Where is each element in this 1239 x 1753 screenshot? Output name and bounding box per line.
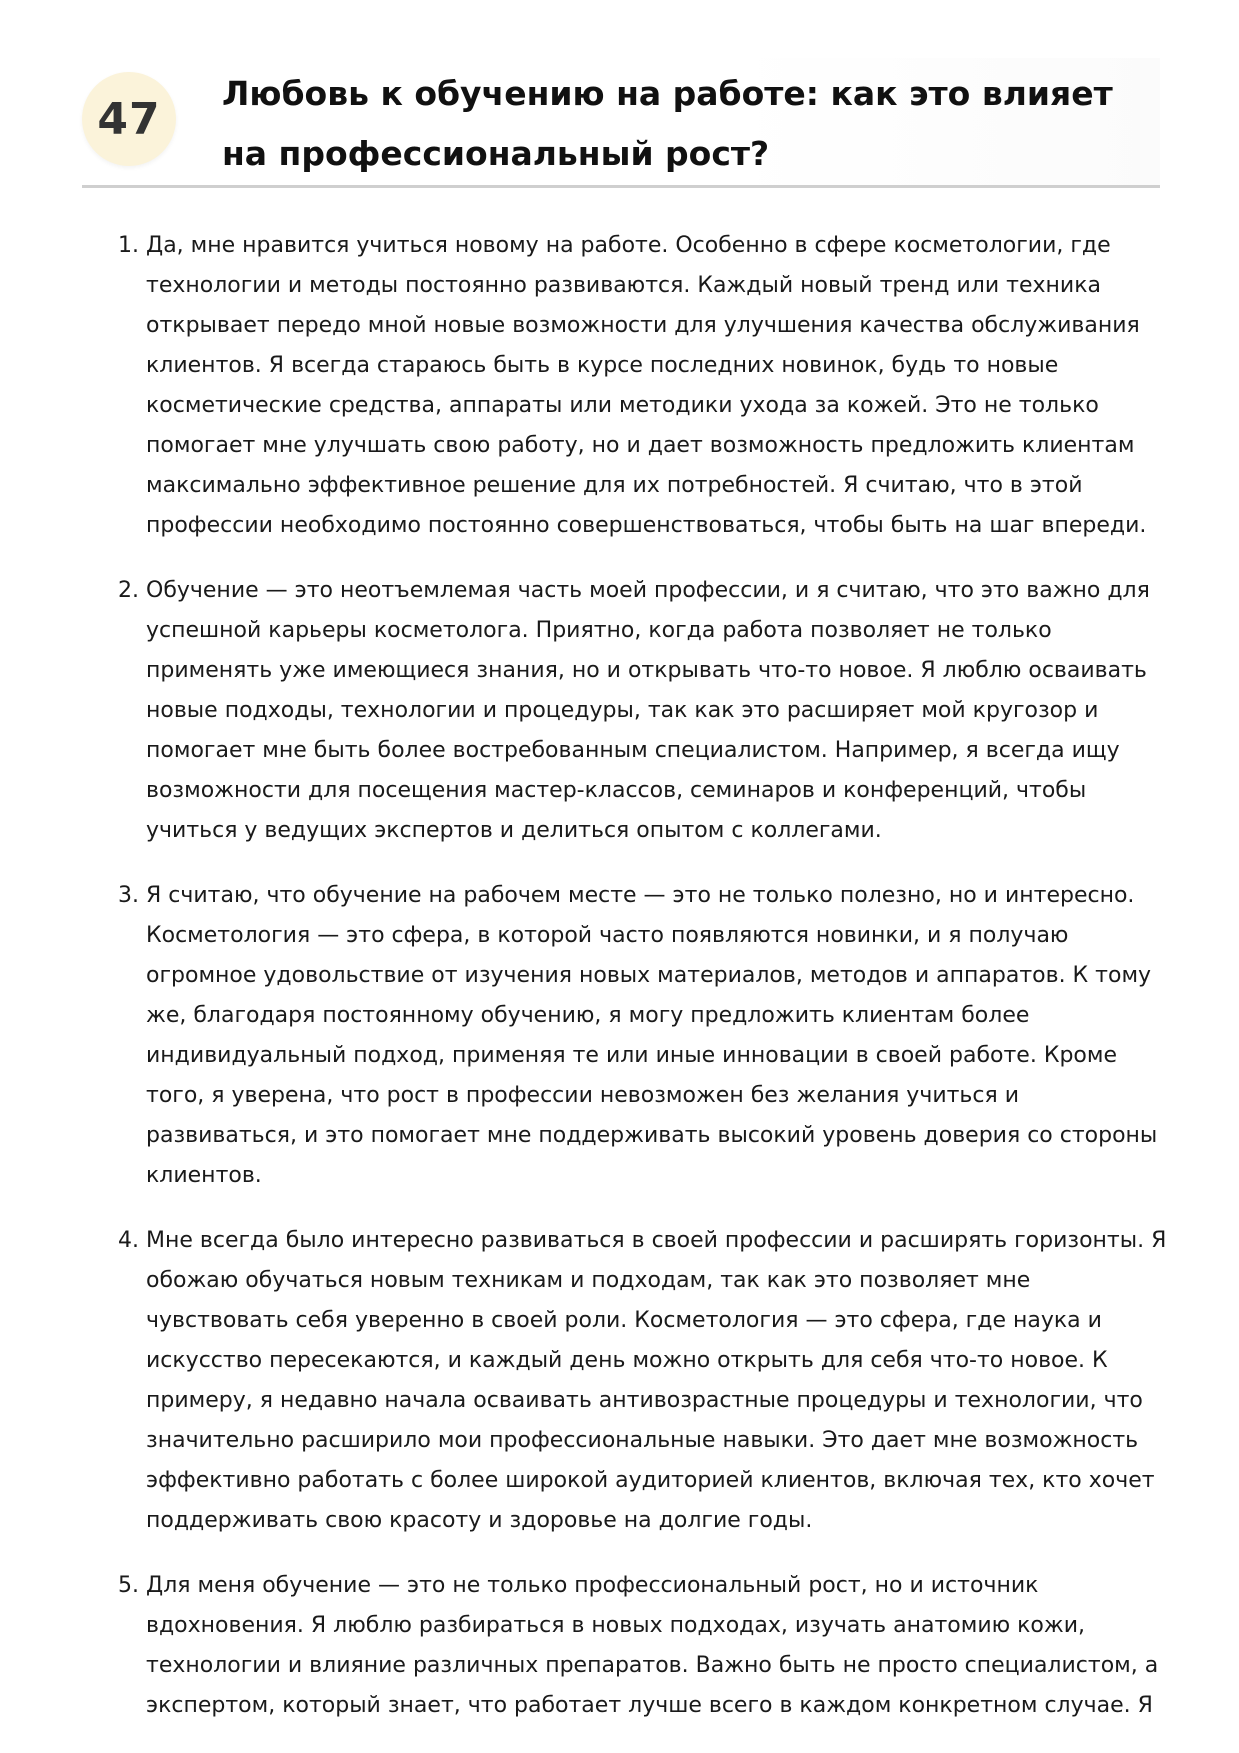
answer-number: 2. <box>118 578 139 603</box>
section-title: Любовь к обучению на работе: как это влияет на профессиональный рост? <box>222 74 1113 173</box>
answer-number: 3. <box>118 883 139 908</box>
answer-item-2 <box>118 571 1168 851</box>
answer-item-5 <box>118 1566 1168 1726</box>
answer-number: 1. <box>118 233 139 258</box>
section-header <box>82 58 1160 188</box>
answer-text: Да, мне нравится учиться новому на работе. Особенно в сфере косметологии, где технологии и методы постоянно развиваются. Каждый новый тренд или техника открывает передо мной новые возможности для улучшения качества обслуживания клиентов. Я всегда стараюсь быть в курсе последних новинок, будь то новые косметические средства, аппараты или методики ухода за кожей. Это не только помогает мне улучшать свою работу, но и дает возможность предложить клиентам максимально эффективное решение для их потребностей. Я считаю, что в этой профессии необходимо постоянно совершенствоваться, чтобы быть на шаг впереди. <box>146 233 1147 538</box>
answer-text: Мне всегда было интересно развиваться в своей профессии и расширять горизонты. Я обожаю обучаться новым техникам и подходам, так как это позволяет мне чувствовать себя уверенно в своей роли. Косметология — это сфера, где наука и искусство пересекаются, и каждый день можно открыть для себя что-то новое. К примеру, я недавно начала осваивать антивозрастные процедуры и технологии, что значительно расширило мои профессиональные навыки. Это дает мне возможность эффективно работать с более широкой аудиторией клиентов, включая тех, кто хочет поддерживать свою красоту и здоровье на долгие годы. <box>146 1228 1167 1533</box>
answer-text: Для меня обучение — это не только профессиональный рост, но и источник вдохновения. Я люблю разбираться в новых подходах, изучать анатомию кожи, технологии и влияние различных препаратов. Важно быть не просто специалистом, а экспертом, который знает, что работает лучше всего в каждом конкретном случае. Я <box>146 1573 1159 1718</box>
answer-number: 4. <box>118 1228 139 1253</box>
answer-item-4 <box>118 1221 1168 1541</box>
section-number-badge: 47 <box>82 72 176 166</box>
answer-text: Обучение — это неотъемлемая часть моей профессии, и я считаю, что это важно для успешной карьеры косметолога. Приятно, когда работа позволяет не только применять уже имеющиеся знания, но и открывать что-то новое. Я люблю осваивать новые подходы, технологии и процедуры, так как это расширяет мой кругозор и помогает мне быть более востребованным специалистом. Например, я всегда ищу возможности для посещения мастер-классов, семинаров и конференций, чтобы учиться у ведущих экспертов и делиться опытом с коллегами. <box>146 578 1150 843</box>
answer-item-3 <box>118 876 1168 1196</box>
answers-list <box>118 226 1168 1751</box>
answer-number: 5. <box>118 1573 139 1598</box>
answer-text: Я считаю, что обучение на рабочем месте — это не только полезно, но и интересно. Косметология — это сфера, в которой часто появляются новинки, и я получаю огромное удовольствие от изучения новых материалов, методов и аппаратов. К тому же, благодаря постоянному обучению, я могу предложить клиентам более индивидуальный подход, применяя те или иные инновации в своей работе. Кроме того, я уверена, что рост в профессии невозможен без желания учиться и развиваться, и это помогает мне поддерживать высокий уровень доверия со стороны клиентов. <box>146 883 1158 1188</box>
answer-item-1 <box>118 226 1168 546</box>
